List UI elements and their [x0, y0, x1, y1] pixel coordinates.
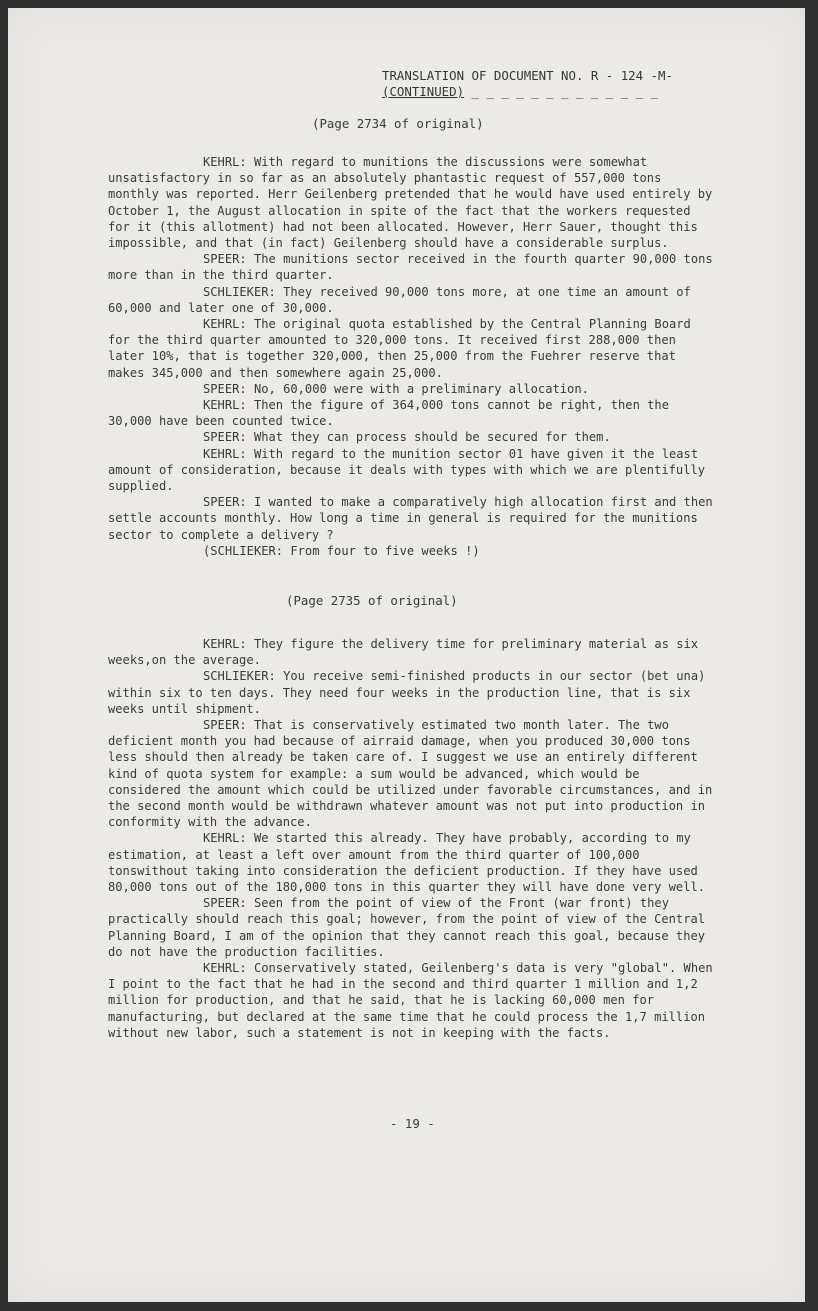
transcript-block-1 — [108, 154, 718, 559]
paragraph: KEHRL: Then the figure of 364,000 tons cannot be right, then the 30,000 have been counted twice. — [108, 398, 669, 429]
paragraph: SCHLIEKER: You receive semi-finished products in our sector (bet una) within six to ten days. They need four weeks in the production line, that is six weeks until shipment. — [108, 669, 706, 716]
paragraph: KEHRL: With regard to the munition sector 01 have given it the least amount of consideration, because it deals with types with which we are plentifully supplied. — [108, 446, 706, 494]
paragraph: SPEER: I wanted to make a comparatively high allocation first and then settle accounts monthly. How long a time in general is required for the munitions sector to complete a delivery ? — [108, 495, 713, 542]
page-note-2735: (Page 2735 of original) — [286, 593, 458, 608]
page-note-2734: (Page 2734 of original) — [312, 116, 484, 131]
paragraph: KEHRL: They figure the delivery time for preliminary material as six weeks,on the average. — [108, 637, 699, 668]
paragraph: SPEER: That is conservatively estimated two month later. The two deficient month you had because of airraid damage, when you produced 30,000 tons less should then already be taken care of. I suggest we use an entirely different kind of quota system for example: a sum would be advanced, which would be considered the amount which could be utilized under favorable circumstances, and in the second month would be withdrawn whatever amount was not put into production in conformity with the advance. — [108, 718, 713, 830]
paragraph: SPEER: The munitions sector received in the fourth quarter 90,000 tons more than in the third quarter. — [108, 252, 713, 283]
paragraph: SPEER: Seen from the point of view of the Front (war front) they practically should reach this goal; however, from the point of view of the Central Planning Board, I am of the opinion that they cannot reach this goal, because they do not have the production facilities. — [108, 896, 706, 959]
transcript-block-2 — [108, 636, 718, 1041]
paragraph: (SCHLIEKER: From four to five weeks !) — [203, 543, 480, 558]
page-number: - 19 - — [390, 1116, 435, 1131]
paragraph: KEHRL: The original quota established by the Central Planning Board for the third quarter amounted to 320,000 tons. It received first 288,000 then later 10%, that is together 320,000, then 25,000 from the Fuehrer reserve that makes 345,000 and then somewhere again 25,000. — [108, 317, 691, 380]
document-title: TRANSLATION OF DOCUMENT NO. R - 124 -M- — [382, 68, 673, 83]
paragraph: KEHRL: Conservatively stated, Geilenberg's data is very "global". When I point to the fact that he had in the second and third quarter 1 million and 1,2 million for production, and that he said, that he is lacking 60,000 men for manufacturing, but declared at the same time that he could process the 1,7 million without new labor, such a statement is not in keeping with the facts. — [108, 961, 713, 1040]
title-rule: _ _ _ _ _ _ _ _ _ _ _ _ _ — [464, 84, 659, 99]
paragraph: KEHRL: With regard to munitions the discussions were somewhat unsatisfactory in so far as an absolutely phantastic request of 557,000 tons monthly was reported. Herr Geilenberg pretended that he would have used entirely by October 1, the August allocation in spite of the fact that the workers requested for it (this allotment) had not been allocated. However, Herr Sauer, thought this impossible, and that (in fact) Geilenberg should have a considerable surplus. — [108, 155, 713, 251]
continued-text: (CONTINUED) — [382, 84, 465, 99]
continued-label — [382, 84, 658, 99]
paragraph: SCHLIEKER: They received 90,000 tons more, at one time an amount of 60,000 and later one of 30,000. — [108, 284, 691, 315]
paragraph: SPEER: No, 60,000 were with a preliminary allocation. — [203, 381, 589, 396]
paragraph: SPEER: What they can process should be secured for them. — [203, 430, 611, 445]
paragraph: KEHRL: We started this already. They have probably, according to my estimation, at least a left over amount from the third quarter of 100,000 tonswithout taking into consideration the deficient production. If they have used 80,000 tons out of the 180,000 tons in this quarter they will have done very well. — [108, 831, 706, 895]
